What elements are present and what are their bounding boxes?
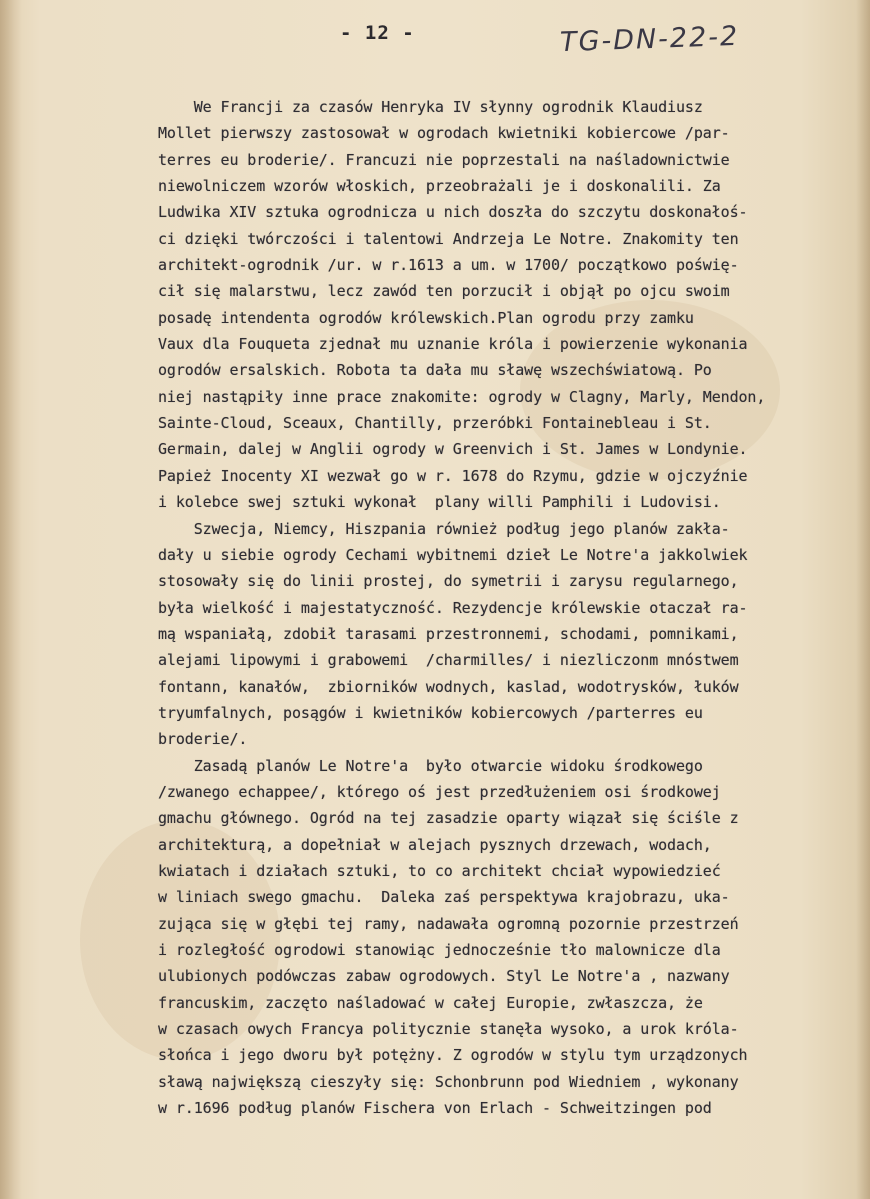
text-line: słońca i jego dworu był potężny. Z ogrodów w stylu tym urządzonych: [158, 1046, 748, 1065]
text-line: kwiatach i działach sztuki, to co architekt chciał wypowiedzieć: [158, 861, 721, 880]
text-line: była wielkość i majestatyczność. Rezydencje królewskie otaczał ra-: [158, 598, 748, 617]
text-line: broderie/.: [158, 730, 248, 749]
text-line: w liniach swego gmachu. Daleka zaś perspektywa krajobrazu, uka-: [158, 888, 730, 907]
text-line: Papież Inocenty XI wezwał go w r. 1678 do Rzymu, gdzie w ojczyźnie: [158, 466, 748, 485]
text-line: tryumfalnych, posągów i kwietników kobiercowych /parterres eu: [158, 703, 703, 722]
text-line: ulubionych podówczas zabaw ogrodowych. Styl Le Notre'a , nazwany: [158, 967, 730, 986]
text-line: Sainte-Cloud, Sceaux, Chantilly, przeróbki Fontainebleau i St.: [158, 414, 712, 433]
text-line: i rozległość ogrodowi stanowiąc jednocześnie tło malownicze dla: [158, 941, 721, 959]
text-line: Szwecja, Niemcy, Hiszpania również podług jego planów zakła-: [158, 519, 730, 538]
text-line: Vaux dla Fouqueta zjednał mu uznanie króla i powierzenie wykonania: [158, 335, 748, 354]
text-line: ogrodów ersalskich. Robota ta dała mu sławę wszechświatową. Po: [158, 361, 712, 380]
text-line: stosowały się do linii prostej, do symetrii i zarysu regularnego,: [158, 572, 739, 591]
text-line: Zasadą planów Le Notre'a było otwarcie widoku środkowego: [158, 756, 703, 775]
text-line: francuskim, zaczęto naśladować w całej Europie, zwłaszcza, że: [158, 993, 703, 1012]
text-line: architekt-ogrodnik /ur. w r.1613 a um. w 1700/ początkowo poświę-: [158, 256, 739, 275]
text-line: posadę intendenta ogrodów królewskich.Plan ogrodu przy zamku: [158, 308, 694, 327]
text-line: w czasach owych Francya politycznie stanęła wysoko, a urok króla-: [158, 1020, 739, 1039]
text-line: dały u siebie ogrody Cechami wybitnemi dzieł Le Notre'a jakkolwiek: [158, 545, 748, 564]
page-number: - 12 -: [340, 22, 415, 44]
text-line: w r.1696 podług planów Fischera von Erlach - Schweitzingen pod: [158, 1099, 712, 1118]
text-line: Ludwika XIV sztuka ogrodnicza u nich doszła do szczytu doskonałoś-: [158, 203, 748, 222]
text-line: cił się malarstwu, lecz zawód ten porzucił i objął po ojcu swoim: [158, 282, 730, 301]
text-line: terres eu broderie/. Francuzi nie poprzestali na naśladownictwie: [158, 150, 730, 169]
text-line: i kolebce swej sztuki wykonał plany willi Pamphili i Ludovisi.: [158, 493, 721, 512]
text-line: Germain, dalej w Anglii ogrody w Greenvich i St. James w Londynie.: [158, 440, 748, 459]
text-line: zująca się w głębi tej ramy, nadawała ogromną pozornie przestrzeń: [158, 914, 739, 933]
text-line: ci dzięki twórczości i talentowi Andrzeja Le Notre. Znakomity ten: [158, 229, 739, 248]
text-line: niewolniczem wzorów włoskich, przeobrażali je i doskonalili. Za: [158, 177, 721, 196]
text-line: sławą największą cieszyły się: Schonbrunn pod Wiedniem , wykonany: [158, 1072, 739, 1091]
page-edge-shadow: [856, 0, 870, 1199]
text-line: /zwanego echappee/, którego oś jest przedłużeniem osi środkowej: [158, 782, 721, 801]
typewritten-body-text: [158, 94, 858, 1121]
text-line: We Francji za czasów Henryka IV słynny ogrodnik Klaudiusz: [158, 98, 703, 116]
archive-code-handwritten: TG-DN-22-2: [559, 20, 740, 59]
text-line: fontann, kanałów, zbiorników wodnych, kaslad, wodotrysków, łuków: [158, 677, 739, 696]
text-line: architekturą, a dopełniał w alejach pysznych drzewach, wodach,: [158, 835, 712, 854]
text-line: alejami lipowymi i grabowemi /charmilles/ i niezliczonm mnóstwem: [158, 651, 739, 670]
text-line: mą wspaniałą, zdobił tarasami przestronnemi, schodami, pomnikami,: [158, 624, 739, 643]
text-line: niej nastąpiły inne prace znakomite: ogrody w Clagny, Marly, Mendon,: [158, 387, 766, 406]
text-line: Mollet pierwszy zastosował w ogrodach kwietniki kobiercowe /par-: [158, 124, 730, 143]
text-line: gmachu głównego. Ogród na tej zasadzie oparty wiązał się ściśle z: [158, 809, 739, 828]
